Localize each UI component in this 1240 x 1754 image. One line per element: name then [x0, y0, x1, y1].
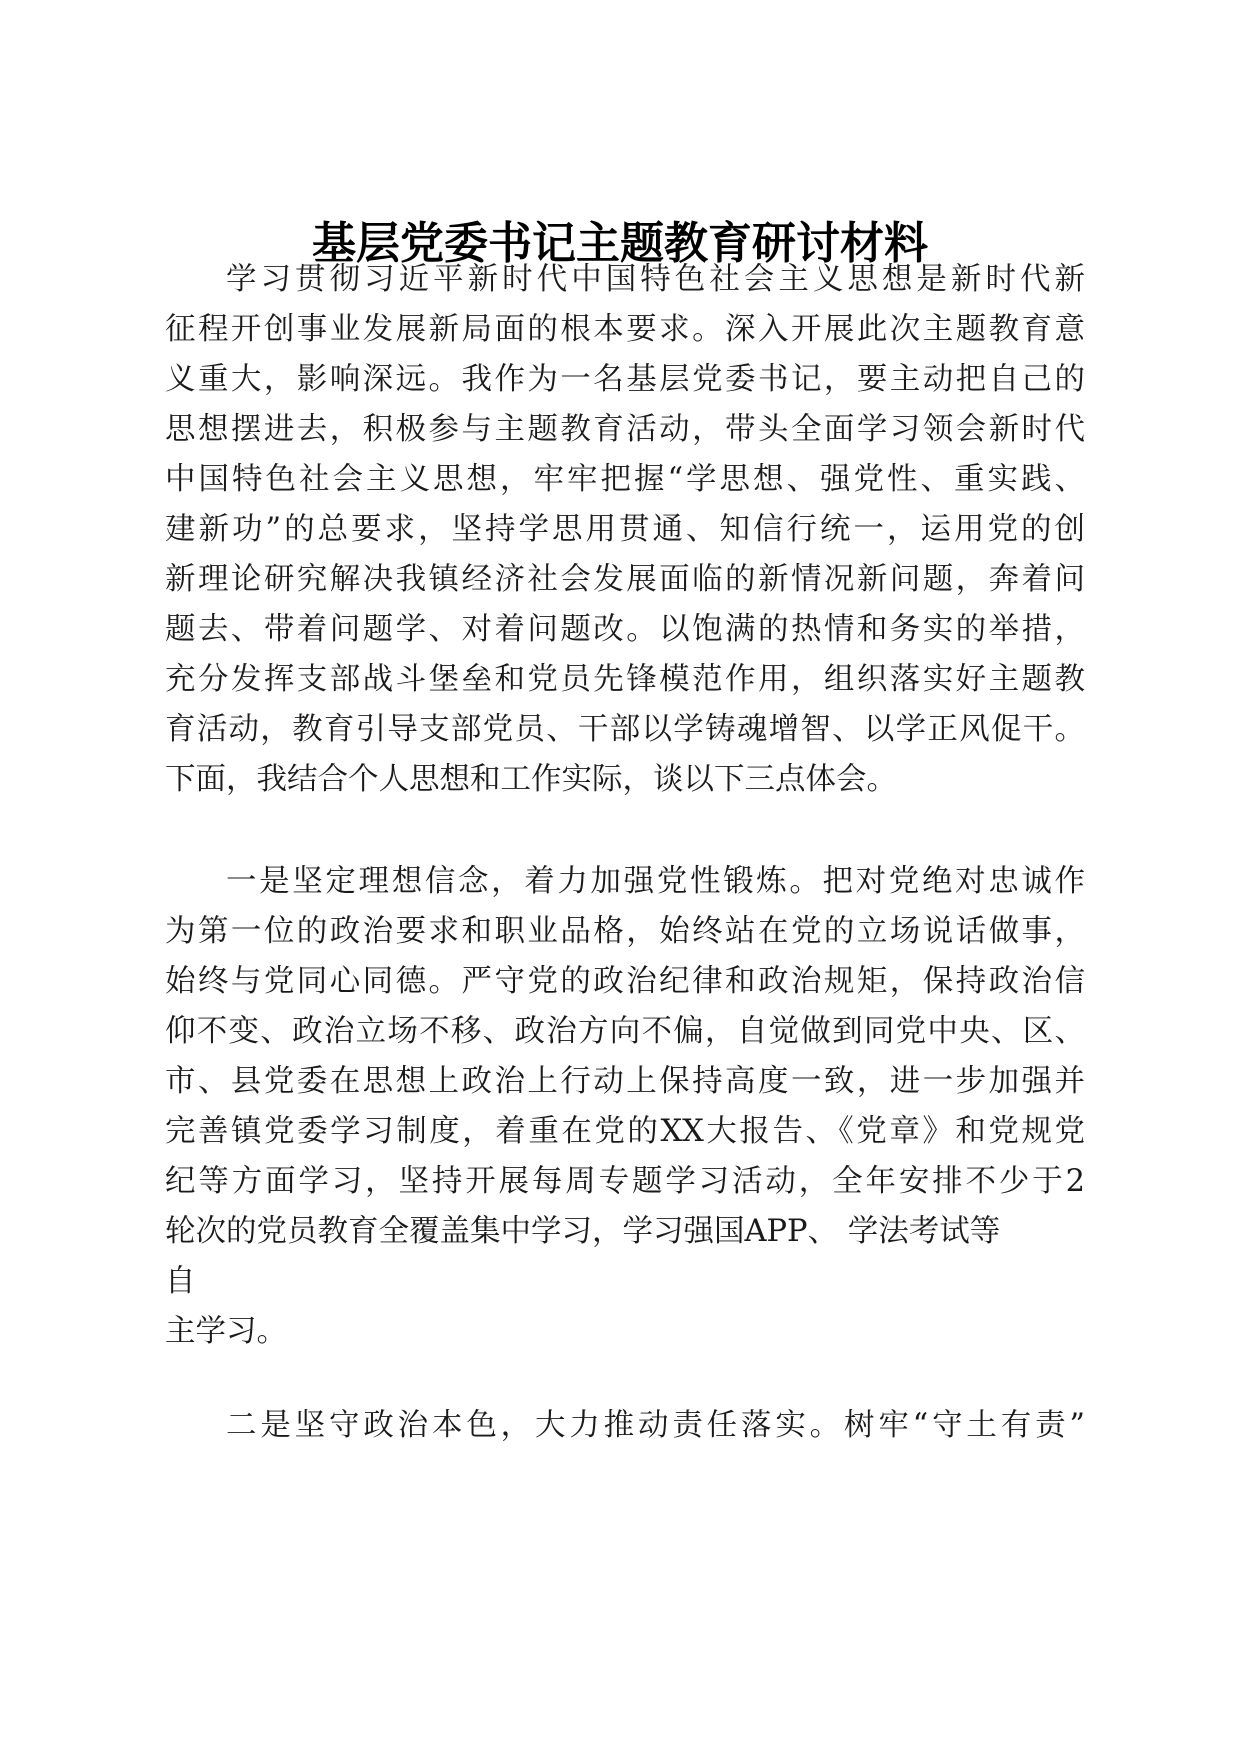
text-line: 自 — [165, 1264, 196, 1299]
paragraph-2 — [165, 856, 1085, 1356]
text-line: 仰不变、政治立场不移、政治方向不偏，自觉做到同党中央、区、 — [165, 1014, 1085, 1049]
text-line: 新理论研究解决我镇经济社会发展面临的新情况新问题，奔着问 — [165, 562, 1085, 597]
text-line: 始终与党同心同德。严守党的政治纪律和政治规矩，保持政治信 — [165, 964, 1085, 999]
text-line: 完善镇党委学习制度，着重在党的XX大报告、《党章》和党规党 — [165, 1114, 1085, 1149]
text-line: 纪等方面学习，坚持开展每周专题学习活动，全年安排不少于2 — [165, 1164, 1085, 1199]
text-line: 中国特色社会主义思想，牢牢把握“学思想、强党性、重实践、 — [165, 462, 1085, 497]
text-line: 题去、带着问题学、对着问题改。以饱满的热情和务实的举措， — [165, 612, 1085, 647]
paragraph-1 — [165, 254, 1085, 804]
paragraph-3 — [165, 1400, 1085, 1450]
text-line: 为第一位的政治要求和职业品格，始终站在党的立场说话做事， — [165, 914, 1085, 949]
text-line: 建新功”的总要求，坚持学思用贯通、知信行统一，运用党的创 — [165, 512, 1085, 547]
text-line: 学习贯彻习近平新时代中国特色社会主义思想是新时代新 — [226, 262, 1085, 297]
text-line: 一是坚定理想信念，着力加强党性锻炼。把对党绝对忠诚作 — [226, 864, 1085, 899]
text-line: 轮次的党员教育全覆盖集中学习，学习强国APP、 学法考试等 — [165, 1214, 1001, 1249]
text-line: 主学习。 — [165, 1314, 287, 1349]
document-title: 基层党委书记主题教育研讨材料 — [312, 218, 928, 269]
text-line: 义重大，影响深远。我作为一名基层党委书记，要主动把自己的 — [165, 362, 1085, 397]
text-line: 育活动，教育引导支部党员、干部以学铸魂增智、以学正风促干。 — [165, 712, 1085, 747]
text-line: 市、县党委在思想上政治上行动上保持高度一致，进一步加强并 — [165, 1064, 1085, 1099]
text-line: 思想摆进去，积极参与主题教育活动，带头全面学习领会新时代 — [165, 412, 1085, 447]
text-line: 二是坚守政治本色，大力推动责任落实。树牢“守土有责” — [226, 1408, 1085, 1443]
text-line: 充分发挥支部战斗堡垒和党员先锋模范作用，组织落实好主题教 — [165, 662, 1085, 697]
text-line: 征程开创事业发展新局面的根本要求。深入开展此次主题教育意 — [165, 312, 1085, 347]
text-line: 下面，我结合个人思想和工作实际，谈以下三点体会。 — [165, 762, 897, 797]
